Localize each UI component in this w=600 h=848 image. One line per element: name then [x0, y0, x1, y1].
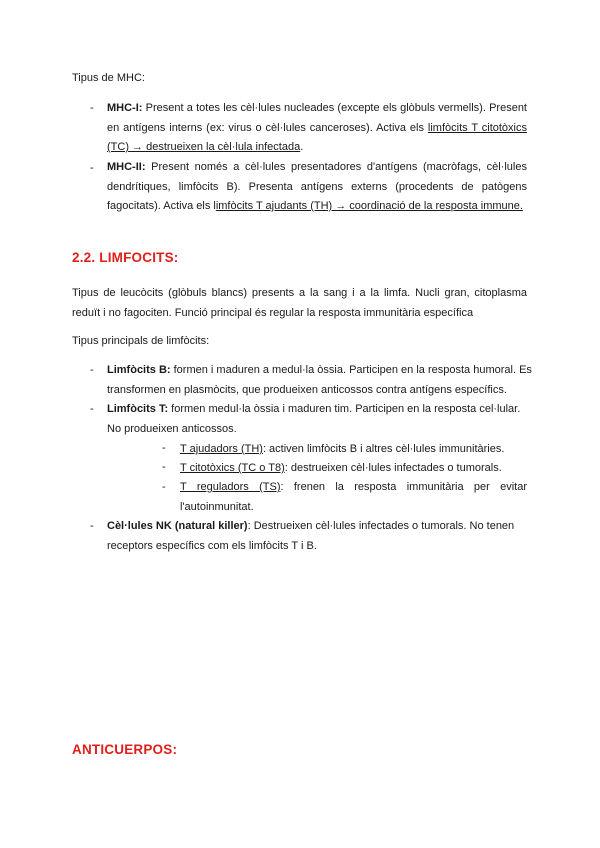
- t-subtype-regulatory: [180, 478, 527, 517]
- section-heading-limfocits: 2.2. LIMFOCITS:: [72, 250, 179, 265]
- limfocits-t-item: [107, 400, 532, 439]
- nk-cells-term: Cèl·lules NK (natural killer): [107, 520, 248, 532]
- bullet-dash: -: [90, 364, 94, 376]
- t-subtype-cytotoxic: [180, 458, 530, 478]
- mhc-i-item: [107, 99, 527, 158]
- mhc-intro: Tipus de MHC:: [72, 72, 145, 84]
- mhc-ii-link: imfòcits T ajudants (TH) → coordinació de la resposta immune.: [215, 200, 523, 212]
- bullet-dash: -: [162, 461, 166, 473]
- t-subtype-cytotoxic-name: T citotòxics (TC o T8): [180, 462, 285, 474]
- bullet-dash: -: [90, 403, 94, 415]
- t-subtype-helper-name: T ajudadors (TH): [180, 443, 263, 455]
- t-subtype-helper-text: : activen limfòcits B i altres cèl·lules immunitàries.: [262, 443, 505, 455]
- bullet-dash: -: [90, 162, 94, 174]
- mhc-ii-term: MHC-II:: [107, 161, 146, 173]
- mhc-i-end: .: [300, 141, 304, 153]
- t-subtype-regulatory-name: T reguladors (TS): [180, 481, 281, 493]
- nk-cells-item: [107, 517, 532, 556]
- t-subtype-cytotoxic-text: : destrueixen cèl·lules infectades o tumorals.: [284, 462, 502, 474]
- limfocits-types-intro: Tipus principals de limfòcits:: [72, 335, 210, 347]
- mhc-i-text: Present a totes les cèl·lules nucleades (excepte els glòbuls vermells). Present en antígens interns (ex: virus o cèl·lules canceroses). Activa els: [107, 102, 527, 134]
- mhc-i-link: limfòcits T citotòxics (TC) → destrueixen la cèl·lula infectada: [107, 121, 527, 153]
- mhc-ii-text: Present només a cèl·lules presentadores d'antígens (macròfags, cèl·lules dendrítiques, limfòcits B). Presenta antígens externs (procedents de patògens fagocitats). Activa els l: [107, 161, 527, 212]
- limfocits-b-item: [107, 361, 532, 400]
- bullet-dash: -: [162, 442, 166, 454]
- mhc-ii-item: [107, 158, 527, 217]
- bullet-dash: -: [90, 102, 94, 114]
- t-subtype-helper: [180, 439, 530, 459]
- limfocits-intro: Tipus de leucòcits (glòbuls blancs) presents a la sang i a la limfa. Nucli gran, citoplasma reduït i no fagociten. Funció principal és regular la resposta immunitària específica: [72, 287, 527, 319]
- limfocits-b-term: Limfòcits B:: [107, 364, 171, 376]
- mhc-i-term: MHC-I:: [107, 102, 143, 114]
- t-subtype-regulatory-text: : frenen la resposta immunitària per evitar l'autoinmunitat.: [180, 481, 527, 513]
- bullet-dash: -: [162, 481, 166, 493]
- section-heading-anticuerpos: ANTICUERPOS:: [72, 742, 178, 757]
- bullet-dash: -: [90, 520, 94, 532]
- limfocits-t-text: formen medul·la òssia i maduren tim. Participen en la resposta cel·lular. No produeixen anticossos.: [107, 403, 521, 435]
- limfocits-b-text: formen i maduren a medul·la òssia. Participen en la resposta humoral. Es transformen en plasmòcits, que produeixen anticossos contra antígens específics.: [107, 364, 532, 396]
- nk-cells-text: : Destrueixen cèl·lules infectades o tumorals. No tenen receptors específics com els limfòcits T i B.: [107, 520, 515, 552]
- limfocits-t-term: Limfòcits T:: [107, 403, 169, 415]
